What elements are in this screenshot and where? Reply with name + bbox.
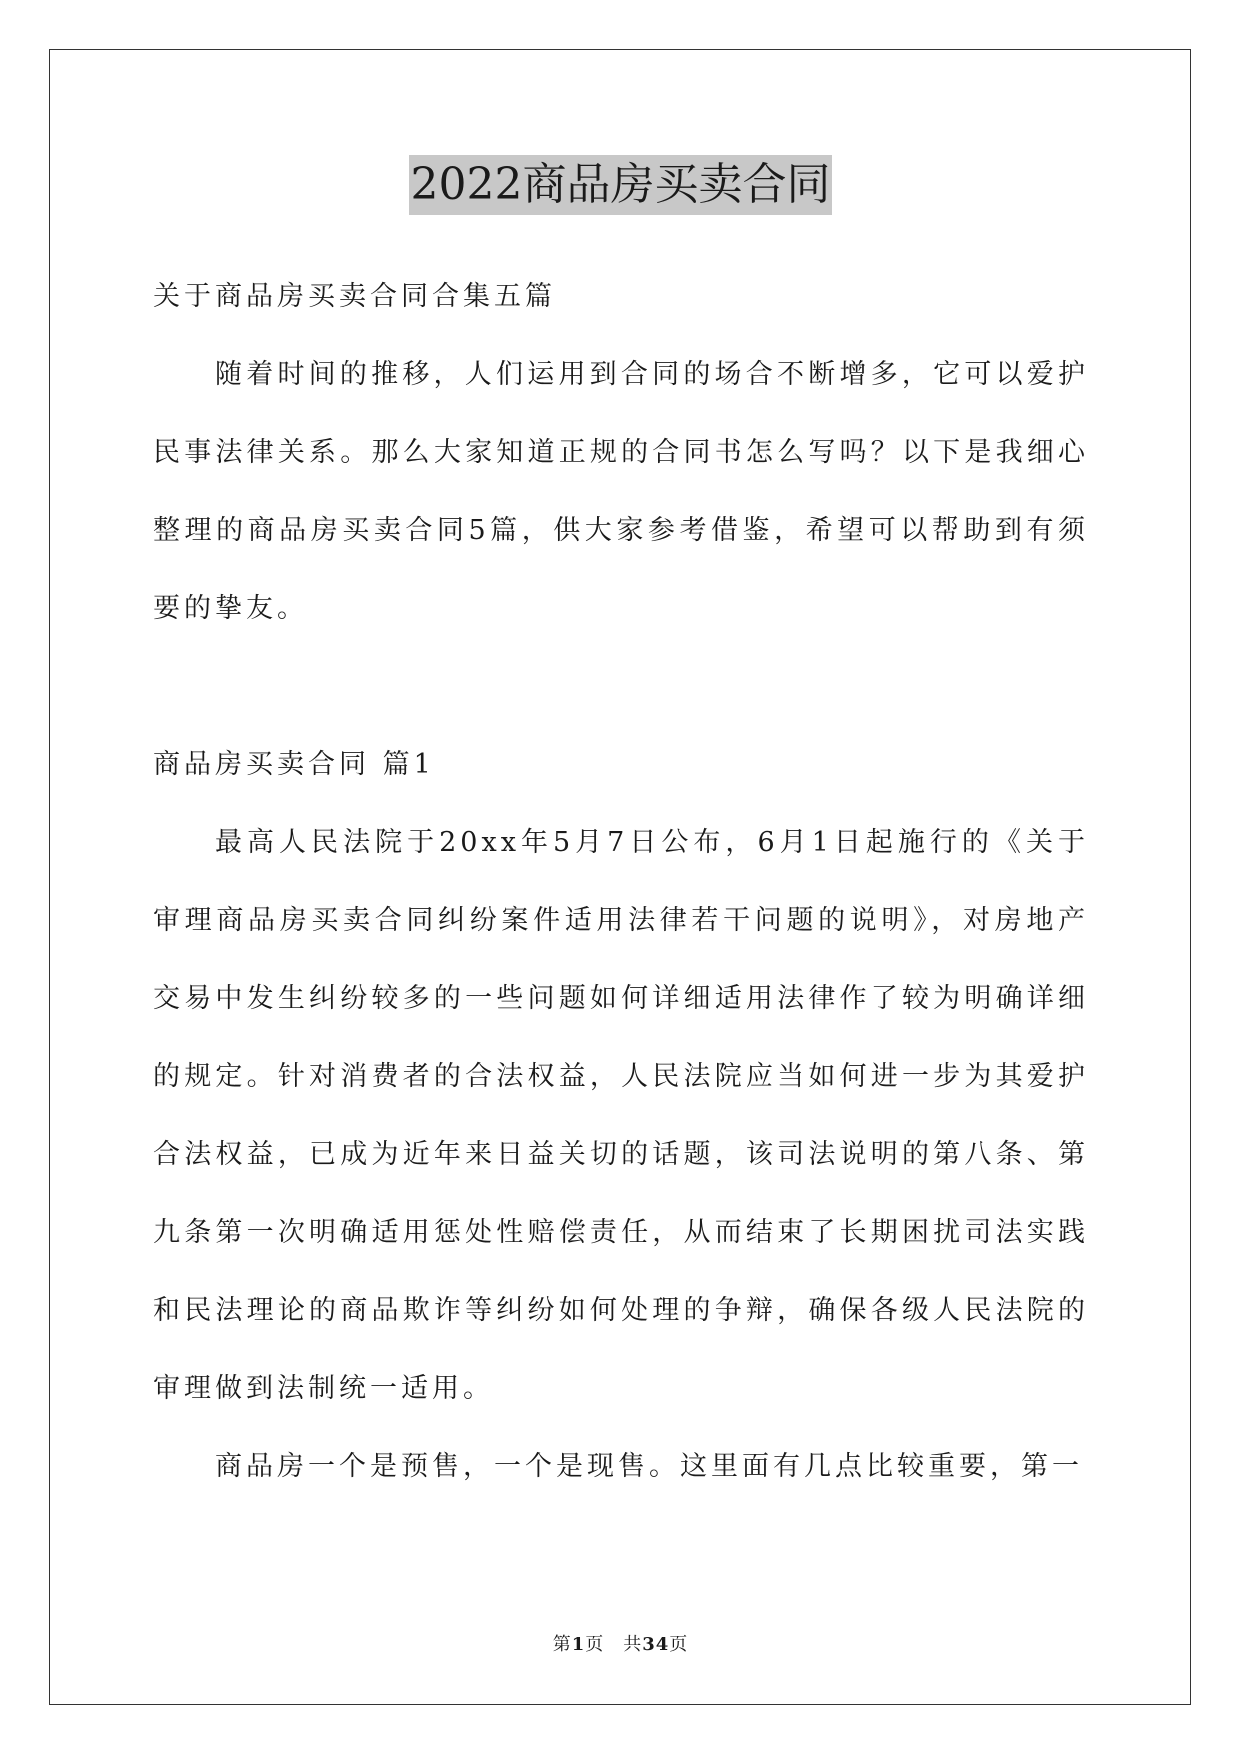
paragraph-gap: [153, 648, 1089, 726]
page-footer: [0, 1630, 1241, 1656]
footer-page-number: 1: [571, 1634, 586, 1655]
intro-heading: 关于商品房买卖合同合集五篇: [153, 281, 556, 312]
title-wrap: [0, 155, 1241, 215]
footer-suffix: 页: [669, 1634, 689, 1655]
section-heading: 商品房买卖合同 篇1: [153, 749, 435, 780]
document-title: 2022商品房买卖合同: [409, 155, 833, 215]
intro-paragraph: 随着时间的推移，人们运用到合同的场合不断增多，它可以爱护民事法律关系。那么大家知道正规的合同书怎么写吗？以下是我细心整理的商品房买卖合同5篇，供大家参考借鉴，希望可以帮助到有须要的挚友。: [153, 359, 1089, 624]
footer-prefix: 第: [552, 1634, 572, 1655]
footer-mid: 页 共: [585, 1634, 643, 1655]
section-paragraph-1: 最高人民法院于20xx年5月7日公布，6月1日起施行的《关于审理商品房买卖合同纠纷案件适用法律若干问题的说明》，对房地产交易中发生纠纷较多的一些问题如何详细适用法律作了较为明确详细的规定。针对消费者的合法权益，人民法院应当如何进一步为其爱护合法权益，已成为近年来日益关切的话题，该司法说明的第八条、第九条第一次明确适用惩处性赔偿责任，从而结束了长期困扰司法实践和民法理论的商品欺诈等纠纷如何处理的争辩，确保各级人民法院的审理做到法制统一适用。: [153, 827, 1089, 1404]
section-paragraph-2: 商品房一个是预售，一个是现售。这里面有几点比较重要，第一: [215, 1451, 1083, 1482]
footer-total-pages: 34: [642, 1634, 670, 1655]
document-body: [153, 258, 1089, 1506]
